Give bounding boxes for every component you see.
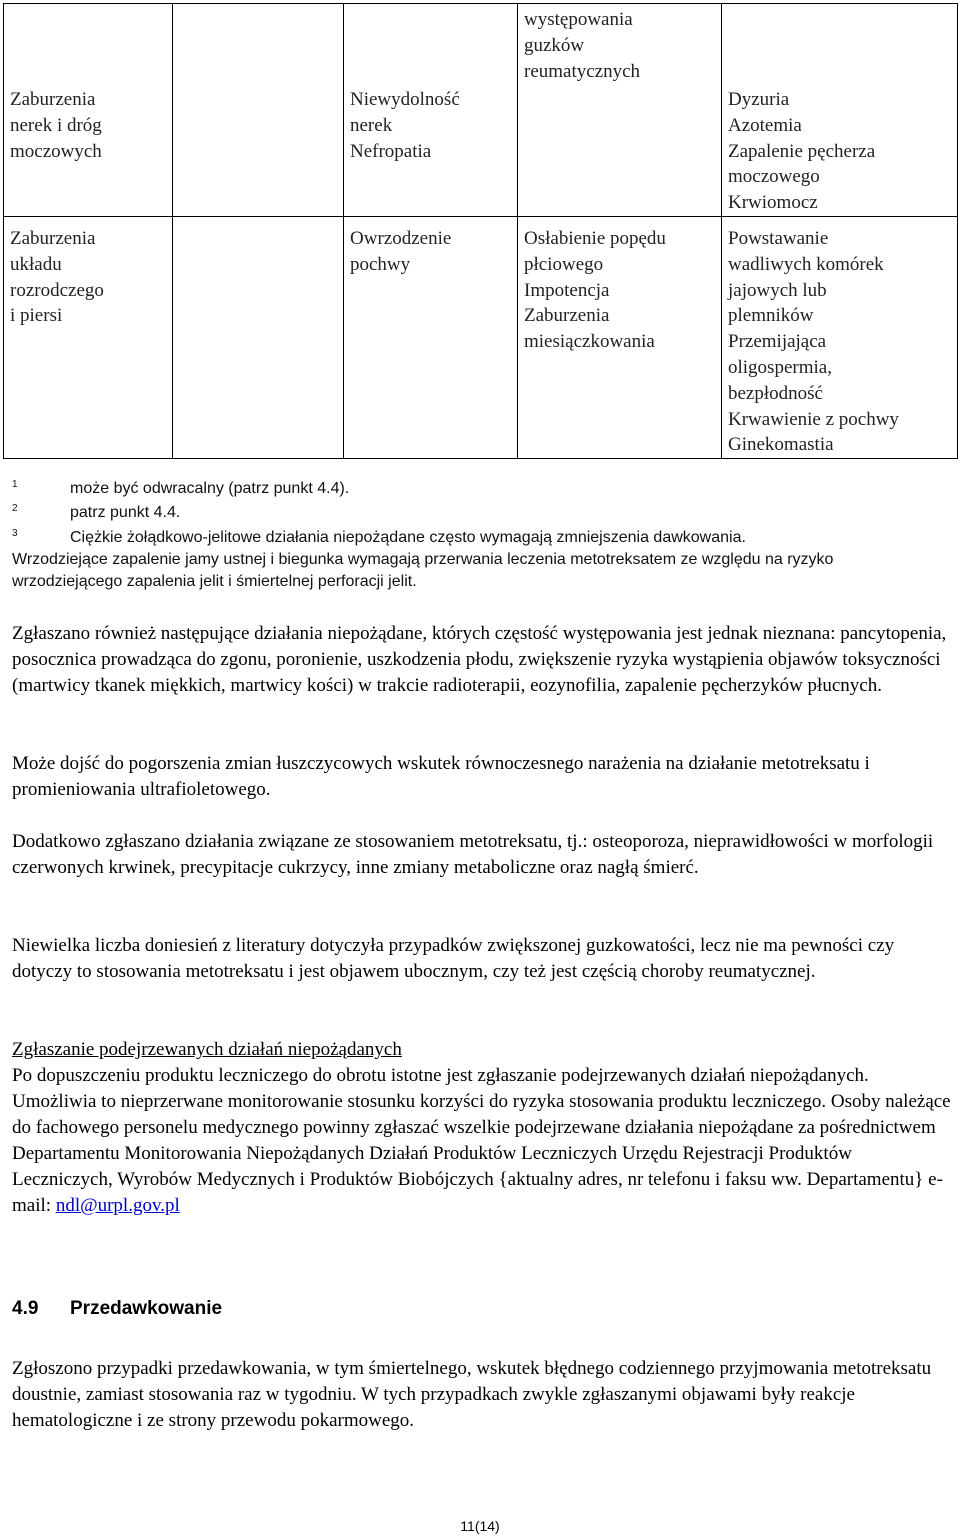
reporting-section xyxy=(12,1037,952,1219)
footnote-mark: 1 xyxy=(12,479,18,490)
footnote-text: patrz punkt 4.4. xyxy=(70,504,181,521)
adverse-effects-table xyxy=(3,3,958,459)
footnote-text: może być odwracalny (patrz punkt 4.4). xyxy=(70,480,350,497)
section-heading xyxy=(12,1298,222,1320)
reporting-heading: Zgłaszanie podejrzewanych działań niepożądanych xyxy=(12,1039,402,1060)
paragraph: Może dojść do pogorszenia zmian łuszczycowych wskutek równoczesnego narażenia na działanie metotreksatu i promieniowania ultrafioletowego. xyxy=(12,753,870,800)
section-body: Zgłoszono przypadki przedawkowania, w tym śmiertelnego, wskutek błędnego codziennego przyjmowania metotreksatu doustnie, zamiast stosowania raz w tygodniu. W tych przypadkach zwykle zgłaszanymi objawami były reakcje hematologiczne i ze strony przewodu pokarmowego. xyxy=(12,1358,932,1431)
table-cell xyxy=(173,4,344,217)
paragraph: Zgłaszano również następujące działania niepożądane, których częstość występowania jest jednak nieznana: pancytopenia, posocznica prowadząca do zgonu, poronienie, uszkodzenia płodu, zwiększenie ryzyka wystąpienia objawów toksyczności (martwicy tkanek miękkich, martwicy kości) w trakcie radioterapii, eozynofilia, zapalenie pęcherzyków płucnych. xyxy=(12,623,947,696)
footnote-mark: 2 xyxy=(12,503,18,514)
table-cell: Niewydolność nerek Nefropatia xyxy=(344,4,518,217)
footnote-text: Ciężkie żołądkowo-jelitowe działania niepożądane często wymagają zmniejszenia dawkowania. xyxy=(70,529,746,546)
table-cell: Powstawanie wadliwych komórek jajowych lub plemników Przemijająca oligospermia, bezpłodność Krwawienie z pochwy Ginekomastia xyxy=(722,216,958,458)
section-title: Przedawkowanie xyxy=(70,1298,223,1319)
table-cell: Osłabienie popędu płciowego Impotencja Zaburzenia miesiączkowania xyxy=(518,216,722,458)
paragraph: Niewielka liczba doniesień z literatury dotyczyła przypadków zwiększonej guzkowatości, lecz nie ma pewności czy dotyczy to stosowania metotreksatu i jest objawem ubocznym, czy też jest częścią choroby reumatycznej. xyxy=(12,935,895,982)
footnote-continuation: Wrzodziejące zapalenie jamy ustnej i biegunka wymagają przerwania leczenia metotreksatem ze względu na ryzyko wrzodziejącego zapalenia jelit i śmiertelnej perforacji jelit. xyxy=(12,551,834,590)
section-number: 4.9 xyxy=(12,1298,39,1319)
table-cell: Dyzuria Azotemia Zapalenie pęcherza moczowego Krwiomocz xyxy=(722,4,958,217)
table-cell: Owrzodzenie pochwy xyxy=(344,216,518,458)
table-row xyxy=(4,216,958,458)
table-cell xyxy=(173,216,344,458)
paragraph: Dodatkowo zgłaszano działania związane ze stosowaniem metotreksatu, tj.: osteoporoza, nieprawidłowości w morfologii czerwonych krwinek, precypitacje cukrzycy, inne zmiany metaboliczne oraz nagłą śmierć. xyxy=(12,831,934,878)
organ-class-cell: Zaburzenia nerek i dróg moczowych xyxy=(4,4,173,217)
table-cell: występowania guzków reumatycznych xyxy=(518,4,722,217)
page-number: 11(14) xyxy=(460,1518,500,1534)
table-row xyxy=(4,4,958,217)
organ-class-cell: Zaburzenia układu rozrodczego i piersi xyxy=(4,216,173,458)
footnote-mark: 3 xyxy=(12,528,18,539)
reporting-body: Po dopuszczeniu produktu leczniczego do obrotu istotne jest zgłaszanie podejrzewanych działań niepożądanych. Umożliwia to nieprzerwane monitorowanie stosunku korzyści do ryzyka stosowania produktu leczniczego. Osoby należące do fachowego personelu medycznego powinny zgłaszać wszelkie podejrzewane działania niepożądane za pośrednictwem Departamentu Monitorowania Niepożądanych Działań Produktów Leczniczych Urzędu Rejestracji Produktów Leczniczych, Wyrobów Medycznych i Produktów Biobójczych {aktualny adres, nr telefonu i faksu ww. Departamentu} e-mail: xyxy=(12,1065,951,1216)
email-link[interactable]: ndl@urpl.gov.pl xyxy=(55,1195,180,1216)
